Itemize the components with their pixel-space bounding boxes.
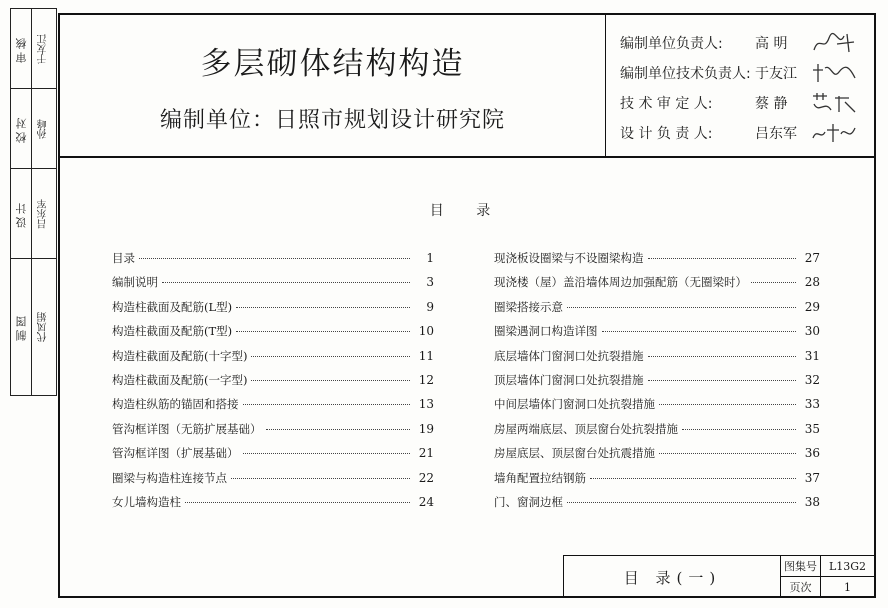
strip-name: 孙峰 xyxy=(38,118,49,139)
toc-entry-page: 29 xyxy=(804,299,820,314)
leader-dots xyxy=(243,453,411,454)
leader-dots xyxy=(243,404,411,405)
toc-entry[interactable] xyxy=(112,494,434,518)
signature-icon xyxy=(809,60,859,86)
toc-entry-page: 22 xyxy=(418,470,434,485)
toc-entry-title: 房屋底层、顶层窗台处抗震措施 xyxy=(494,446,655,461)
responsible-row xyxy=(620,30,859,56)
responsible-role: 技 术 审 定 人: xyxy=(620,96,713,112)
toc-entry-page: 19 xyxy=(418,421,434,436)
leader-dots xyxy=(659,453,796,454)
toc-entry-title: 墙角配置拉结钢筋 xyxy=(494,470,586,485)
leader-dots xyxy=(648,356,797,357)
toc-entry[interactable] xyxy=(112,372,434,396)
leader-dots xyxy=(567,502,796,503)
toc-entry-page: 36 xyxy=(804,446,820,461)
toc-entry-page: 35 xyxy=(804,421,820,436)
leader-dots xyxy=(251,356,410,357)
toc-entry-title: 女儿墙构造柱 xyxy=(112,494,181,509)
toc-entry-page: 21 xyxy=(418,446,434,461)
compiling-unit: 编制单位：日照市规划设计研究院 xyxy=(159,108,505,133)
sheet-name: 目 录(一) xyxy=(623,568,722,587)
toc-entry[interactable] xyxy=(494,494,820,518)
toc-entry-page: 30 xyxy=(804,324,820,339)
page-number-label: 页次 xyxy=(789,581,812,594)
responsible-role: 编制单位技术负责人: xyxy=(620,66,751,82)
strip-label: 制图 xyxy=(15,313,28,341)
responsible-row xyxy=(620,120,859,146)
approval-strip xyxy=(10,8,57,396)
toc-entry[interactable] xyxy=(494,323,820,347)
toc-left-column xyxy=(112,250,434,518)
responsible-name: 高 明 xyxy=(755,36,788,52)
toc-right-column xyxy=(494,250,820,518)
toc-entry[interactable] xyxy=(112,470,434,494)
atlas-number-value: L13G2 xyxy=(828,559,867,573)
toc-entry[interactable] xyxy=(494,299,820,323)
toc-entry-page: 1 xyxy=(426,251,434,265)
toc-entry-page: 33 xyxy=(804,397,820,412)
strip-cell-reviewer xyxy=(11,9,56,89)
strip-label: 校对 xyxy=(15,114,28,143)
responsible-name: 吕东军 xyxy=(755,126,797,142)
toc-entry-title: 构造柱截面及配筋(十字型) xyxy=(112,348,248,363)
toc-entry-page: 3 xyxy=(426,275,434,290)
strip-label: 审核 xyxy=(15,34,28,63)
strip-label: 设计 xyxy=(15,199,28,228)
strip-name: 吕东军 xyxy=(38,198,49,229)
responsible-row xyxy=(620,60,859,86)
page-number-value: 1 xyxy=(844,580,851,594)
document-title: 多层砌体结构构造 xyxy=(200,46,465,82)
strip-cell-checker xyxy=(11,89,56,169)
toc-entry-page: 24 xyxy=(418,494,434,509)
toc-entry-page: 28 xyxy=(804,275,820,290)
toc-entry-title: 房屋两端底层、顶层窗台处抗裂措施 xyxy=(494,421,678,436)
toc-entry-title: 目录 xyxy=(112,251,135,265)
toc-entry-title: 底层墙体门窗洞口处抗裂措施 xyxy=(494,348,644,363)
leader-dots xyxy=(185,502,410,503)
strip-name: 于友江 xyxy=(38,33,49,64)
responsible-role: 设 计 负 责 人: xyxy=(620,126,713,142)
leader-dots xyxy=(602,331,797,332)
toc-entry[interactable] xyxy=(494,421,820,445)
leader-dots xyxy=(231,478,410,479)
toc-entry[interactable] xyxy=(494,372,820,396)
toc-entry-title: 构造柱截面及配筋(一字型) xyxy=(112,372,248,387)
leader-dots xyxy=(648,380,797,381)
leader-dots xyxy=(162,282,410,283)
toc-entry[interactable] xyxy=(112,421,434,445)
toc-entry[interactable] xyxy=(494,396,820,420)
toc-entry-title: 管沟框详图（扩展基础） xyxy=(112,446,239,461)
toc-entry-title: 圈梁与构造柱连接节点 xyxy=(112,470,227,485)
responsible-name: 蔡 静 xyxy=(755,96,788,112)
toc-entry[interactable] xyxy=(494,348,820,372)
toc-entry[interactable] xyxy=(112,396,434,420)
toc-entry-title: 现浇板设圈梁与不设圈梁构造 xyxy=(494,251,644,265)
strip-name: 代凤娟 xyxy=(38,312,49,342)
toc-entry-page: 13 xyxy=(418,397,434,412)
toc-entry[interactable] xyxy=(494,274,820,298)
signature-icon xyxy=(809,90,859,116)
signature-icon xyxy=(809,120,859,146)
header-divider xyxy=(605,13,606,158)
toc-entry-page: 9 xyxy=(426,299,434,314)
toc-entry-title: 构造柱截面及配筋(L型) xyxy=(112,299,233,314)
leader-dots xyxy=(567,307,796,308)
signature-icon xyxy=(809,30,859,56)
leader-dots xyxy=(236,331,410,332)
strip-cell-designer xyxy=(11,169,56,259)
toc-entry-page: 32 xyxy=(804,372,820,387)
toc-entry[interactable] xyxy=(112,250,434,274)
responsible-row xyxy=(620,90,859,116)
toc-entry[interactable] xyxy=(112,323,434,347)
toc-entry-page: 37 xyxy=(804,470,820,485)
toc-entry-title: 管沟框详图（无筋扩展基础） xyxy=(112,421,262,436)
leader-dots xyxy=(139,258,410,259)
responsible-role: 编制单位负责人: xyxy=(620,36,723,52)
toc-entry-title: 顶层墙体门窗洞口处抗裂措施 xyxy=(494,372,644,387)
leader-dots xyxy=(251,380,410,381)
toc-entry[interactable] xyxy=(112,445,434,469)
leader-dots xyxy=(266,429,411,430)
toc-entry[interactable] xyxy=(112,299,434,323)
toc-entry-title: 构造柱截面及配筋(T型) xyxy=(112,324,233,339)
toc-entry-page: 12 xyxy=(418,372,434,387)
toc-entry-page: 27 xyxy=(804,251,820,265)
toc-entry-page: 31 xyxy=(804,348,820,363)
toc-entry-title: 构造柱纵筋的锚固和搭接 xyxy=(112,397,239,412)
leader-dots xyxy=(682,429,796,430)
responsible-name: 于友江 xyxy=(755,66,797,82)
toc-entry-title: 中间层墙体门窗洞口处抗裂措施 xyxy=(494,397,655,412)
toc-entry[interactable] xyxy=(494,250,820,274)
leader-dots xyxy=(648,258,797,259)
toc-entry[interactable] xyxy=(112,348,434,372)
toc-title: 目 录 xyxy=(429,203,505,219)
toc-entry-title: 圈梁搭接示意 xyxy=(494,299,563,314)
toc-entry[interactable] xyxy=(494,470,820,494)
toc-entry-title: 门、窗洞边框 xyxy=(494,494,563,509)
leader-dots xyxy=(751,282,796,283)
toc-entry[interactable] xyxy=(494,445,820,469)
toc-entry-title: 圈梁遇洞口构造详图 xyxy=(494,324,598,339)
leader-dots xyxy=(236,307,410,308)
strip-cell-drafter xyxy=(11,259,56,395)
leader-dots xyxy=(659,404,796,405)
leader-dots xyxy=(590,478,796,479)
toc-entry-page: 10 xyxy=(418,324,434,339)
atlas-number-label: 图集号 xyxy=(784,560,817,573)
toc-entry[interactable] xyxy=(112,274,434,298)
toc-entry-page: 38 xyxy=(804,494,820,509)
toc-entry-title: 现浇楼（屋）盖沿墙体周边加强配筋（无圈梁时） xyxy=(494,275,747,290)
toc-entry-page: 11 xyxy=(418,348,434,363)
toc-entry-title: 编制说明 xyxy=(112,275,158,290)
